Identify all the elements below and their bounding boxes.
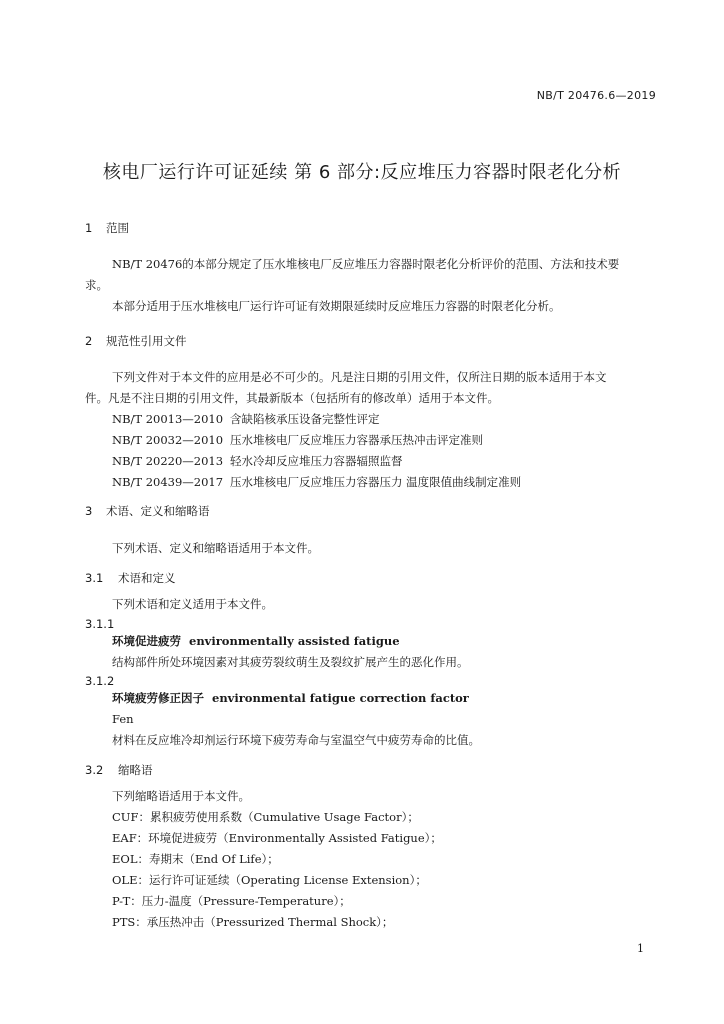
paragraph-line: NB/T 20476的本部分规定了压水堆核电厂反应堆压力容器时限老化分析评价的范围、方法和技术要 (112, 257, 620, 271)
section-3-2-heading (85, 762, 657, 778)
reference-title: 轻水冷却反应堆压力容器辐照监督 (230, 454, 403, 468)
reference-code: NB/T 20439—2017 (112, 475, 224, 489)
term-definition: 结构部件所处环境因素对其疲劳裂纹萌生及裂纹扩展产生的恶化作用。 (112, 655, 469, 669)
reference-code: NB/T 20032—2010 (112, 433, 224, 447)
abbreviation-item: CUF：累积疲劳使用系数（Cumulative Usage Factor）； (112, 810, 419, 824)
section-3-2 (85, 762, 657, 778)
paragraph-line: 求。 (85, 278, 108, 292)
term-number: 3.1.1 (85, 617, 115, 631)
reference-code: NB/T 20220—2013 (112, 454, 224, 468)
reference-code: NB/T 20013—2010 (112, 412, 224, 426)
term-number: 3.1.2 (85, 674, 115, 688)
section-title: 范围 (106, 221, 129, 235)
section-2-heading (85, 333, 657, 349)
paragraph: 本部分适用于压水堆核电厂运行许可证有效期限延续时反应堆压力容器的时限老化分析。 (112, 299, 561, 313)
reference-title: 压水堆核电厂反应堆压力容器压力 温度限值曲线制定准则 (230, 475, 522, 489)
page-number: 1 (637, 942, 644, 955)
term-symbol: Fen (112, 712, 134, 726)
term-english: environmentally assisted fatigue (189, 634, 400, 648)
reference-item (85, 430, 657, 451)
section-1 (85, 220, 657, 236)
abbreviation-item: P-T：压力-温度（Pressure-Temperature）； (112, 894, 351, 908)
section-number: 3.2 (85, 763, 104, 777)
paragraph: 下列术语和定义适用于本文件。 (112, 597, 273, 611)
document-title: 核电厂运行许可证延续 第 6 部分:反应堆压力容器时限老化分析 (102, 162, 622, 183)
abbreviation-item: EAF：环境促进疲劳（Environmentally Assisted Fatigue）； (112, 831, 442, 845)
section-3 (85, 503, 657, 519)
term-3-1-1 (85, 617, 657, 673)
paragraph: 下列缩略语适用于本文件。 (112, 789, 250, 803)
section-2 (85, 333, 657, 349)
section-3-1 (85, 570, 657, 586)
section-number: 2 (85, 334, 93, 348)
section-number: 3 (85, 504, 93, 518)
reference-item (85, 451, 657, 472)
reference-title: 含缺陷核承压设备完整性评定 (230, 412, 380, 426)
section-title: 缩略语 (118, 763, 153, 777)
abbreviation-item: PTS：承压热冲击（Pressurized Thermal Shock）； (112, 915, 394, 929)
abbreviation-item: OLE：运行许可证延续（Operating License Extension）； (112, 873, 427, 887)
section-1-body (85, 254, 657, 317)
section-3-1-body (85, 594, 657, 615)
reference-item (85, 409, 657, 430)
section-3-heading (85, 503, 657, 519)
section-2-body (85, 367, 657, 493)
paragraph-line: 下列文件对于本文件的应用是必不可少的。凡是注日期的引用文件，仅所注日期的版本适用于本文 (112, 370, 607, 384)
reference-item (85, 472, 657, 493)
section-number: 3.1 (85, 571, 104, 585)
section-1-heading (85, 220, 657, 236)
abbreviation-list (85, 786, 657, 933)
reference-title: 压水堆核电厂反应堆压力容器承压热冲击评定准则 (230, 433, 483, 447)
term-chinese: 环境疲劳修正因子 (112, 691, 204, 705)
section-3-intro (85, 538, 657, 559)
section-3-1-heading (85, 570, 657, 586)
section-number: 1 (85, 221, 93, 235)
term-name (85, 631, 657, 652)
section-title: 术语、定义和缩略语 (106, 504, 210, 518)
paragraph: 下列术语、定义和缩略语适用于本文件。 (112, 541, 319, 555)
section-title: 术语和定义 (118, 571, 176, 585)
standard-number: NB/T 20476.6—2019 (536, 89, 656, 102)
term-definition: 材料在反应堆冷却剂运行环境下疲劳寿命与室温空气中疲劳寿命的比值。 (112, 733, 480, 747)
term-chinese: 环境促进疲劳 (112, 634, 181, 648)
term-name (85, 688, 657, 709)
term-3-1-2 (85, 674, 657, 751)
section-title: 规范性引用文件 (106, 334, 187, 348)
paragraph-line: 件。凡是不注日期的引用文件，其最新版本（包括所有的修改单）适用于本文件。 (85, 391, 499, 405)
term-english: environmental fatigue correction factor (212, 691, 469, 705)
abbreviation-item: EOL：寿期末（End Of Life）； (112, 852, 279, 866)
